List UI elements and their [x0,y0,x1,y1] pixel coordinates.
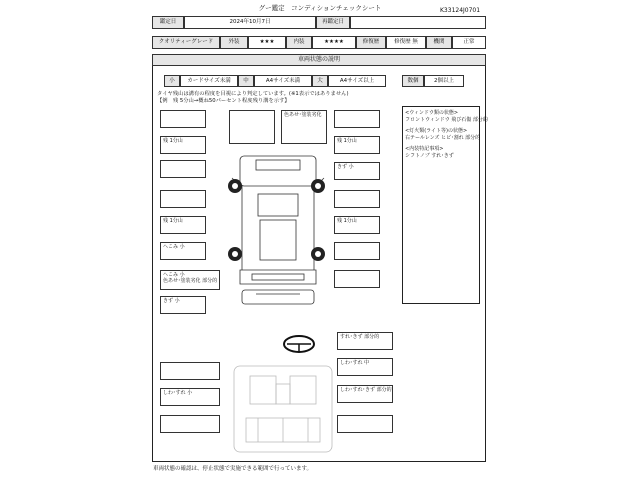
window-heading: <ウィンドウ類の状態> [405,110,459,116]
tire-box-front-right: 残 1分山 [334,136,380,154]
damage-box-left-scratch: きず 小 [160,296,206,314]
tire-front-left-icon [228,179,242,193]
left-rear-line1: へこみ 小 [163,272,185,278]
damage-box-right-mid: きず 小 [334,162,380,180]
tire-rear-left-icon [228,247,242,261]
damage-box-right-5 [334,242,380,260]
section-title: 車両状態の説明 [152,54,486,66]
damage-box-right-3 [334,190,380,208]
sheet-code: K33124J0701 [440,7,481,14]
interior-box-left-1 [160,362,220,380]
legend-medium: 中 [238,75,254,87]
damage-box-front-right [334,110,380,128]
exterior-stars: ★★★ [248,36,286,49]
legend-count-label: 数個 [402,75,424,87]
damage-box-right-6 [334,270,380,288]
appraisal-date-value: 2024年10月7日 [184,16,316,29]
legend-medium-desc: A4サイズ未満 [254,75,312,87]
interior-box-right-4 [337,415,393,433]
damage-box-left-rear [160,270,220,290]
appraisal-date-label: 鑑定日 [152,16,184,29]
reappraisal-value [350,16,486,29]
damage-box-left-3 [160,190,206,208]
tire-box-rear-right: 残 1分山 [334,216,380,234]
window-note: フロントウィンドウ 飛び石傷 部分的 [405,117,488,123]
left-rear-line2: 色あせ･塗装劣化 部分的 [163,278,218,284]
interior-label: 内装 [286,36,312,49]
interior-box-3: しわ･すれ･きず 部分的 [337,385,393,403]
damage-box-front-left-2 [229,110,275,144]
tire-note-line1: タイヤ残山は溝有の程度を目視により判定しています。(※1表示ではありません) [157,91,349,97]
interior-box-2: しわ･すれ 中 [337,358,393,376]
tire-box-front-left: 残 1分山 [160,136,206,154]
legend-count-desc: 2個以上 [424,75,464,87]
legend-small: 小 [164,75,180,87]
interior-box-left-2: しわ･すれ 小 [160,388,220,406]
tire-front-right-icon [311,179,325,193]
footer-note: 車両状態の確認は、停止状態で実施できる範囲で行っています。 [153,466,313,472]
interior-heading: <内装特記事項> [405,146,444,152]
interior-box-left-3 [160,415,220,433]
reappraisal-label: 再鑑定日 [316,16,350,29]
repair-history-value: 修復歴 無 [386,36,426,49]
legend-large-desc: A4サイズ以上 [328,75,386,87]
engine-value: 正常 [452,36,486,49]
car-interior-diagram [228,362,338,456]
tire-rear-right-icon [311,247,325,261]
repair-history-label: 修復歴 [356,36,386,49]
lights-heading: <灯火類(ライト等)の状態> [405,128,468,134]
interior-stars: ★★★★ [312,36,356,49]
steering-wheel-icon [282,334,316,354]
interior-note: シフトノブ すれ･きず [405,153,454,159]
engine-label: 機関 [426,36,452,49]
tire-box-rear-left: 残 1分山 [160,216,206,234]
lights-note: 右テールレンズ ヒビ･割れ 部分的 [405,135,481,141]
damage-box-front-left [160,110,206,128]
legend-large: 大 [312,75,328,87]
legend-small-desc: カードサイズ未満 [180,75,238,87]
damage-box-left-dent: へこみ 小 [160,242,206,260]
tire-note-line2: 【例 残 5分山→概ね50パーセント程度残り溝を示す】 [157,98,290,104]
quality-grade-label: クオリティーグレード [152,36,220,49]
damage-box-front-center: 色あせ･塗装劣化 [281,110,327,144]
car-exterior-diagram [222,150,334,310]
interior-box-1: すれ･きず 部分的 [337,332,393,350]
sheet-title: グー鑑定 コンディションチェックシート [258,4,382,12]
damage-box-left-2 [160,160,206,178]
exterior-label: 外装 [220,36,248,49]
